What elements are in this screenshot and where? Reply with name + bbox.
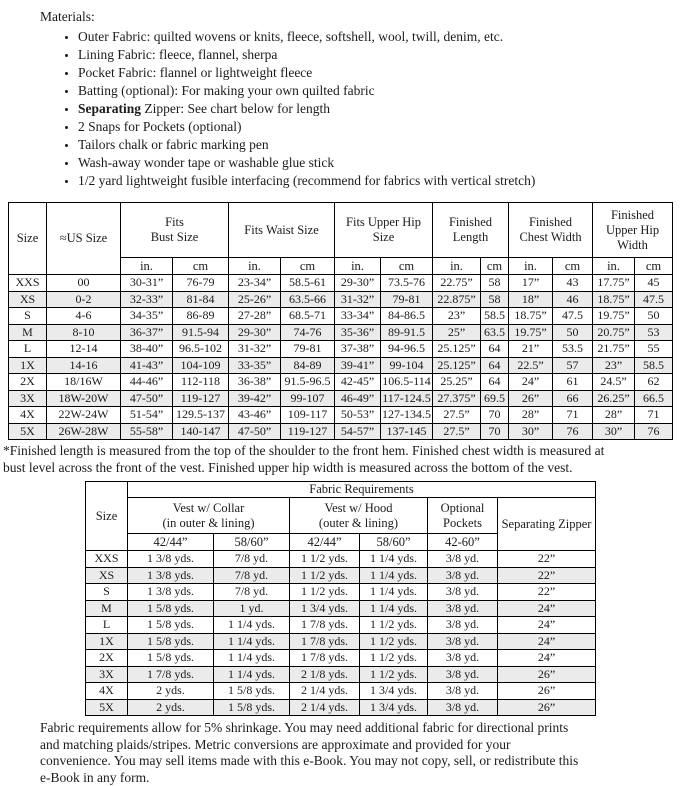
table-cell: 1X <box>86 633 128 650</box>
table-cell: 14-16 <box>47 357 121 374</box>
table-cell: 91.5-94 <box>173 324 229 341</box>
table-cell: 1 3/8 yds. <box>128 567 214 584</box>
table-cell: 25” <box>433 324 481 341</box>
table-cell: 50 <box>553 324 593 341</box>
table-cell: 68.5-71 <box>281 308 335 325</box>
table-row <box>86 551 596 568</box>
table-cell: 76 <box>635 423 673 440</box>
table-cell: 2X <box>9 374 47 391</box>
table-row <box>9 275 673 292</box>
table-cell: 26.25” <box>593 390 635 407</box>
table-cell: 31-32” <box>229 341 281 358</box>
table-cell: 26” <box>498 699 596 716</box>
materials-item: • 1/2 yard lightweight fusible interfacing (recommend for fabrics with vertical stretch) <box>78 172 681 190</box>
table-cell: 42-45” <box>335 374 381 391</box>
table-cell: 2 yds. <box>128 683 214 700</box>
table-row <box>9 357 673 374</box>
table-cell: 33-35” <box>229 357 281 374</box>
col-header-separating-zipper: Separating Zipper <box>498 498 596 551</box>
table-cell: 1 7/8 yds. <box>290 617 360 634</box>
table-cell: 3/8 yd. <box>428 617 498 634</box>
table-cell: 32-33” <box>121 291 173 308</box>
table-cell: 117-124.5 <box>382 390 431 405</box>
table-cell: 99-104 <box>381 357 433 374</box>
materials-item: • Tailors chalk or fabric marking pen <box>78 136 681 154</box>
col-header-bust: Fits Bust Size <box>121 203 229 258</box>
col-header-upper-hip: Fits Upper Hip Size <box>335 203 433 258</box>
table-cell: 55 <box>635 341 673 358</box>
table-cell: 7/8 yd. <box>214 551 290 568</box>
table-cell: 70 <box>481 423 509 440</box>
table-cell: 79-81 <box>381 291 433 308</box>
table-cell: 3/8 yd. <box>428 633 498 650</box>
unit-in: in. <box>121 258 173 275</box>
table-cell: 55-58” <box>121 423 173 440</box>
materials-heading: Materials: <box>40 9 95 24</box>
table-cell: 140-147 <box>173 423 229 440</box>
table-row <box>86 600 596 617</box>
fabric-width: 58/60” <box>360 534 428 551</box>
copyright-note: Fabric requirements allow for 5% shrinkage. You may need additional fabric for directional prints and matching plaids/stripes. Metric conversions are approximate and provided for your convenience. You may sell items made with this e-Book. You may not copy, sell, or redistribute this e-Book in any form. <box>40 720 579 785</box>
table-cell: 54-57” <box>335 423 381 440</box>
table-cell: 112-118 <box>173 374 229 391</box>
table-cell: 26” <box>498 683 596 700</box>
table-cell: 18” <box>509 291 553 308</box>
table-cell: 21” <box>509 341 553 358</box>
materials-section <box>0 0 681 190</box>
table-cell: 76-79 <box>173 275 229 292</box>
unit-in: in. <box>229 258 281 275</box>
table-cell: 99-107 <box>281 390 335 407</box>
materials-list <box>0 28 681 190</box>
table-cell: 1 5/8 yds. <box>214 683 290 700</box>
table-cell: M <box>86 600 128 617</box>
unit-in: in. <box>509 258 553 275</box>
table-cell: 28” <box>509 407 553 424</box>
table-cell: 39-42” <box>229 390 281 407</box>
table-cell: 24” <box>498 600 596 617</box>
size-table-header-row <box>9 203 673 258</box>
fabric-width: 42-60” <box>428 534 498 551</box>
table-cell: 46 <box>553 291 593 308</box>
table-row <box>9 423 673 440</box>
table-cell: 30” <box>593 423 635 440</box>
table-cell: 1 3/4 yds. <box>360 683 428 700</box>
table-cell: 1 5/8 yds. <box>128 650 214 667</box>
table-cell: 34-35” <box>121 308 173 325</box>
col-header-waist: Fits Waist Size <box>229 203 335 258</box>
table-cell: 63.5 <box>481 324 509 341</box>
table-cell: 36-38” <box>229 374 281 391</box>
col-header-vest-collar: Vest w/ Collar (in outer & lining) <box>128 498 290 534</box>
table-cell: 106.5-114 <box>382 374 431 388</box>
table-cell: 1 1/4 yds. <box>360 551 428 568</box>
table-cell: 58.5 <box>481 308 509 325</box>
table-cell: 71 <box>635 407 673 424</box>
table-cell: 23-34” <box>229 275 281 292</box>
table-cell: 24” <box>509 374 553 391</box>
table-row <box>86 650 596 667</box>
col-header-finished-upper-hip: Finished Upper Hip Width <box>593 203 673 258</box>
unit-in: in. <box>433 258 481 275</box>
table-cell: 35-36” <box>335 324 381 341</box>
table-cell: 25.125” <box>433 341 481 358</box>
table-cell: 30” <box>509 423 553 440</box>
table-cell: 21.75” <box>593 341 635 358</box>
table-row <box>9 324 673 341</box>
table-cell: 58 <box>481 275 509 292</box>
table-cell: 37-38” <box>335 341 381 358</box>
table-cell: 3/8 yd. <box>428 600 498 617</box>
table-cell: 50 <box>635 308 673 325</box>
table-cell: XXS <box>9 275 47 292</box>
table-cell: 1 5/8 yds. <box>128 600 214 617</box>
table-cell: 1 1/4 yds. <box>214 633 290 650</box>
table-cell: 1 1/4 yds. <box>214 617 290 634</box>
col-header-size: Size <box>9 203 47 275</box>
table-cell: 1 7/8 yds. <box>128 666 214 683</box>
table-cell: 22.75” <box>433 275 481 292</box>
table-cell: 1 1/2 yds. <box>360 633 428 650</box>
table-cell: 3/8 yd. <box>428 567 498 584</box>
col-header-optional-pockets: Optional Pockets <box>428 498 498 534</box>
table-cell: 33-34” <box>335 308 381 325</box>
table-cell: 7/8 yd. <box>214 567 290 584</box>
table-cell: S <box>86 584 128 601</box>
table-cell: 74-76 <box>281 324 335 341</box>
table-cell: 1 5/8 yds. <box>128 633 214 650</box>
table-cell: 81-84 <box>173 291 229 308</box>
table-row <box>86 584 596 601</box>
table-cell: 22” <box>498 551 596 568</box>
size-chart-footnote: *Finished length is measured from the top of the shoulder to the front hem. Finished chest width is measured at bust level across the front of the vest. Finished upper hip width is measured across the bottom of the vest. <box>3 443 605 475</box>
col-header-finished-length: Finished Length <box>433 203 509 258</box>
table-cell: 1 1/2 yds. <box>360 650 428 667</box>
table-cell: 84-89 <box>281 357 335 374</box>
table-cell: 71 <box>553 407 593 424</box>
table-cell: 137-145 <box>381 423 433 440</box>
table-cell: 62 <box>635 374 673 391</box>
table-cell: 18.75” <box>509 308 553 325</box>
table-cell: 27.5” <box>433 407 481 424</box>
fabric-width: 42/44” <box>290 534 360 551</box>
fabric-table-title-row <box>86 482 596 498</box>
table-cell: 1 3/8 yds. <box>128 584 214 601</box>
fabric-table-body <box>86 551 596 716</box>
table-cell: S <box>9 308 47 325</box>
table-cell: 58 <box>481 291 509 308</box>
table-cell: 1 yd. <box>214 600 290 617</box>
table-cell: 24.5” <box>593 374 635 391</box>
table-cell: 2 1/4 yds. <box>290 699 360 716</box>
size-chart-table <box>8 202 673 440</box>
table-cell: 84-86.5 <box>381 308 433 325</box>
table-cell: 53.5 <box>553 341 593 358</box>
materials-item: • Wash-away wonder tape or washable glue stick <box>78 154 681 172</box>
table-cell: 50-53” <box>335 407 381 424</box>
table-cell: M <box>9 324 47 341</box>
table-row <box>9 291 673 308</box>
table-cell: 44-46” <box>121 374 173 391</box>
table-cell: XS <box>9 291 47 308</box>
table-cell: 94-96.5 <box>381 341 433 358</box>
table-cell: 36-37” <box>121 324 173 341</box>
table-cell: 1 3/8 yds. <box>128 551 214 568</box>
table-cell: 7/8 yd. <box>214 584 290 601</box>
table-cell: 66.5 <box>635 390 673 407</box>
table-cell: 19.75” <box>509 324 553 341</box>
table-cell: 5X <box>9 423 47 440</box>
table-cell: 64 <box>481 374 509 391</box>
table-cell: 1 3/4 yds. <box>360 699 428 716</box>
table-cell: 22W-24W <box>47 407 121 424</box>
table-cell: L <box>86 617 128 634</box>
table-cell: 43 <box>553 275 593 292</box>
materials-item: • Outer Fabric: quilted wovens or knits, fleece, softshell, wool, twill, denim, etc. <box>78 28 681 46</box>
table-cell: 1 7/8 yds. <box>290 633 360 650</box>
table-row <box>9 341 673 358</box>
table-cell: 4-6 <box>47 308 121 325</box>
table-cell: 31-32” <box>335 291 381 308</box>
table-row <box>9 407 673 424</box>
table-cell: 30-31” <box>121 275 173 292</box>
table-cell: 73.5-76 <box>381 275 433 292</box>
table-cell: 27.5” <box>433 423 481 440</box>
table-cell: 25.125” <box>433 357 481 374</box>
table-cell: 0-2 <box>47 291 121 308</box>
table-cell: 47-50” <box>229 423 281 440</box>
table-cell: 47.5 <box>635 291 673 308</box>
table-cell: 18.75” <box>593 291 635 308</box>
table-cell: 53 <box>635 324 673 341</box>
table-cell: 26” <box>509 390 553 407</box>
fabric-requirements-table <box>85 481 596 716</box>
table-row <box>86 617 596 634</box>
table-cell: 1 1/2 yds. <box>360 666 428 683</box>
table-cell: 29-30” <box>229 324 281 341</box>
table-row <box>9 374 673 391</box>
table-cell: 1 1/4 yds. <box>360 584 428 601</box>
table-cell: 4X <box>9 407 47 424</box>
col-header-finished-chest: Finished Chest Width <box>509 203 593 258</box>
table-cell: 66 <box>553 390 593 407</box>
materials-item: • Pocket Fabric: flannel or lightweight fleece <box>78 64 681 82</box>
table-cell: 20.75” <box>593 324 635 341</box>
table-cell: 24” <box>498 633 596 650</box>
table-cell: 2X <box>86 650 128 667</box>
table-cell: 28” <box>593 407 635 424</box>
table-cell: 23” <box>433 308 481 325</box>
table-cell: 43-46” <box>229 407 281 424</box>
table-cell: 2 1/8 yds. <box>290 666 360 683</box>
table-cell: 1 1/2 yds. <box>290 551 360 568</box>
table-cell: 2 1/4 yds. <box>290 683 360 700</box>
table-cell: 1 3/4 yds. <box>290 600 360 617</box>
table-cell: 47-50” <box>121 390 173 407</box>
table-cell: 8-10 <box>47 324 121 341</box>
table-cell: 27.375” <box>433 390 481 407</box>
table-cell: 129.5-137 <box>173 407 229 424</box>
table-cell: 23” <box>593 357 635 374</box>
unit-cm: cm <box>635 258 673 275</box>
table-cell: XS <box>86 567 128 584</box>
table-cell: 57 <box>553 357 593 374</box>
table-cell: 64 <box>481 341 509 358</box>
table-cell: 18W-20W <box>47 390 121 407</box>
table-cell: 127-134.5 <box>382 407 432 421</box>
table-cell: 70 <box>481 407 509 424</box>
table-cell: L <box>9 341 47 358</box>
table-cell: 3/8 yd. <box>428 683 498 700</box>
unit-cm: cm <box>553 258 593 275</box>
table-cell: 89-91.5 <box>381 324 433 341</box>
table-cell: 17.75” <box>593 275 635 292</box>
table-row <box>86 699 596 716</box>
table-cell: 69.5 <box>481 390 509 407</box>
materials-item: • Lining Fabric: fleece, flannel, sherpa <box>78 46 681 64</box>
table-cell: 19.75” <box>593 308 635 325</box>
table-cell: 91.5-96.5 <box>281 374 335 391</box>
table-cell: 1X <box>9 357 47 374</box>
col-header-vest-hood: Vest w/ Hood (outer & lining) <box>290 498 428 534</box>
table-cell: 104-109 <box>173 357 229 374</box>
table-cell: 2 yds. <box>128 699 214 716</box>
table-cell: 27-28” <box>229 308 281 325</box>
table-cell: 26W-28W <box>47 423 121 440</box>
table-cell: 3/8 yd. <box>428 666 498 683</box>
table-cell: 22” <box>498 584 596 601</box>
unit-in: in. <box>335 258 381 275</box>
table-cell: 39-41” <box>335 357 381 374</box>
table-row <box>86 633 596 650</box>
table-cell: 3/8 yd. <box>428 650 498 667</box>
col-header-size: Size <box>86 482 128 551</box>
table-cell: 00 <box>47 275 121 292</box>
fabric-table-group-row <box>86 498 596 534</box>
table-cell: 41-43” <box>121 357 173 374</box>
table-cell: 58.5-61 <box>281 275 335 292</box>
fabric-width: 58/60” <box>214 534 290 551</box>
table-cell: 22.5” <box>509 357 553 374</box>
table-row <box>86 666 596 683</box>
table-cell: 22” <box>498 567 596 584</box>
table-cell: 26” <box>498 666 596 683</box>
materials-item: • Separating Zipper: See chart below for length <box>78 100 681 118</box>
table-cell: 1 1/4 yds. <box>214 666 290 683</box>
unit-cm: cm <box>381 258 433 275</box>
col-header-us-size: ≈US Size <box>47 203 121 275</box>
table-cell: 17” <box>509 275 553 292</box>
unit-cm: cm <box>481 258 509 275</box>
table-cell: 3X <box>9 390 47 407</box>
table-cell: 1 1/4 yds. <box>214 650 290 667</box>
table-cell: 47.5 <box>553 308 593 325</box>
table-cell: 61 <box>553 374 593 391</box>
table-cell: 1 1/2 yds. <box>290 584 360 601</box>
unit-in: in. <box>593 258 635 275</box>
table-cell: 25.25” <box>433 374 481 391</box>
unit-cm: cm <box>173 258 229 275</box>
unit-cm: cm <box>281 258 335 275</box>
table-row <box>86 567 596 584</box>
table-cell: 3/8 yd. <box>428 584 498 601</box>
table-cell: 1 1/4 yds. <box>360 567 428 584</box>
table-cell: 64 <box>481 357 509 374</box>
table-cell: 109-117 <box>281 407 335 424</box>
table-cell: 86-89 <box>173 308 229 325</box>
table-cell: 25-26” <box>229 291 281 308</box>
table-cell: 3/8 yd. <box>428 551 498 568</box>
size-table-body <box>9 275 673 440</box>
table-cell: 5X <box>86 699 128 716</box>
table-cell: 3X <box>86 666 128 683</box>
table-cell: 119-127 <box>281 423 335 440</box>
table-row <box>9 390 673 407</box>
table-cell: 12-14 <box>47 341 121 358</box>
table-cell: 1 1/2 yds. <box>290 567 360 584</box>
table-cell: 45 <box>635 275 673 292</box>
fabric-requirements-title: Fabric Requirements <box>128 482 596 498</box>
table-cell: 63.5-66 <box>281 291 335 308</box>
table-cell: 24” <box>498 650 596 667</box>
table-cell: 1 1/4 yds. <box>360 600 428 617</box>
table-cell: 1 1/2 yds. <box>360 617 428 634</box>
table-cell: 24” <box>498 617 596 634</box>
table-cell: 79-81 <box>281 341 335 358</box>
table-cell: 1 7/8 yds. <box>290 650 360 667</box>
table-cell: 58.5 <box>635 357 673 374</box>
table-cell: 18/16W <box>47 374 121 391</box>
fabric-width: 42/44” <box>128 534 214 551</box>
table-cell: XXS <box>86 551 128 568</box>
table-cell: 3/8 yd. <box>428 699 498 716</box>
table-row <box>9 308 673 325</box>
table-cell: 4X <box>86 683 128 700</box>
table-cell: 46-49” <box>335 390 381 407</box>
table-cell: 1 5/8 yds. <box>128 617 214 634</box>
table-cell: 96.5-102 <box>173 341 229 358</box>
materials-item: • Batting (optional): For making your own quilted fabric <box>78 82 681 100</box>
table-cell: 76 <box>553 423 593 440</box>
table-row <box>86 683 596 700</box>
table-cell: 119-127 <box>173 390 229 407</box>
table-cell: 29-30” <box>335 275 381 292</box>
table-cell: 22.875” <box>433 291 481 308</box>
table-cell: 51-54” <box>121 407 173 424</box>
table-cell: 1 5/8 yds. <box>214 699 290 716</box>
materials-item: • 2 Snaps for Pockets (optional) <box>78 118 681 136</box>
table-cell: 38-40” <box>121 341 173 358</box>
